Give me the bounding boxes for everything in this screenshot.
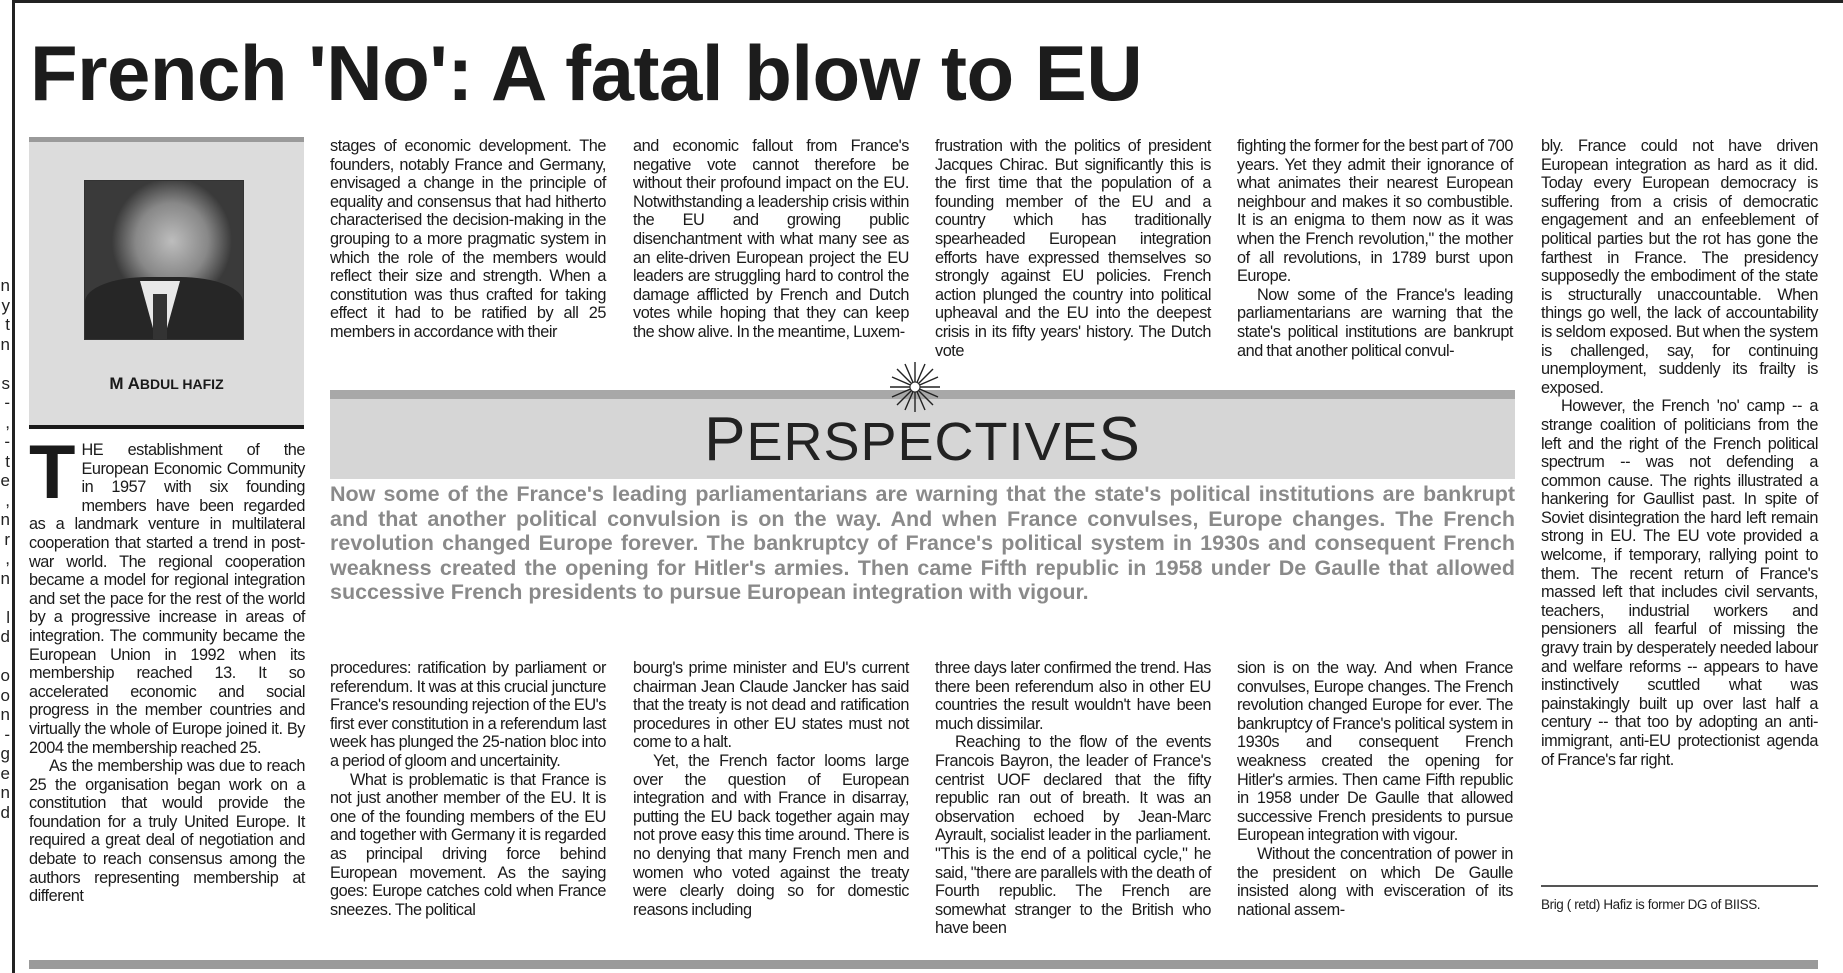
headline: French 'No': A fatal blow to EU	[30, 29, 1143, 117]
paragraph: Without the concentration of power in the president on which De Gaulle insisted along with evisceration of its national assem-	[1237, 844, 1513, 919]
starburst-icon	[890, 362, 940, 412]
margin-fragment: d	[0, 802, 10, 822]
paragraph: three days later confirmed the trend. Has there been referendum also in other EU countries the result wouldn't have been much dissimilar.	[935, 659, 1211, 733]
paragraph: As the membership was due to reach 25 the organisation began work on a constitution that would provide the foundation for a truly United Europe. It required a great deal of negotiation and debate to reach consensus among the authors representing membership at different	[29, 757, 305, 906]
author-box	[29, 137, 304, 429]
paragraph: Reaching to the flow of the events Francois Bayron, the leader of France's centrist UOF declared that the fifty republic ran out of breath. It was an observation echoed by Jean-Marc Ayrault, socialist leader in the parliament. "This is the end of a political cycle," he said, "there are parallels with the death of Fourth republic. The French are somewhat stranger to the British who have been	[935, 733, 1211, 938]
paragraph: sion is on the way. And when France convulses, Europe changes. The French revolution changed Europe for ever. The bankruptcy of France's political system in 1930s and consequent French weakness created the opening for Hitler's armies. Then came Fifth republic in 1958 under De Gaulle that allowed successive French presidents to pursue European integration with vigour.	[1237, 659, 1513, 845]
margin-fragment: ,	[5, 412, 10, 432]
paragraph: Yet, the French factor looms large over the question of European integration and with France in disarray, putting the EU back together again may not prove easy this time around. There is no denying that many French men and women who voted against the treaty were clearly doing so for domestic reasons including	[633, 751, 909, 919]
paragraph: stages of economic development. The founders, notably France and Germany, envisaged a change in the principle of equality and consensus that had hitherto characterised the decision-making in the grouping to a more pragmatic system in which the role of the members would reflect their size and strength. When a constitution was thus crafted for taking effect it had to be ratified by all 25 members in accordance with their	[330, 137, 606, 341]
column-5-top	[1237, 137, 1513, 360]
column-1	[29, 430, 305, 906]
top-rule	[14, 0, 1843, 3]
column-3-top	[633, 137, 909, 342]
author-photo	[84, 180, 244, 340]
margin-fragment: -	[4, 393, 10, 412]
margin-fragment: n	[0, 334, 10, 354]
margin-fragment: y	[1, 295, 10, 315]
margin-fragment: l	[6, 607, 10, 627]
margin-fragment: n	[0, 705, 10, 724]
author-note: Brig ( retd) Hafiz is former DG of BIISS.	[1541, 897, 1761, 912]
note-divider	[1541, 885, 1818, 887]
margin-fragment: d	[0, 627, 10, 646]
column-3-bottom	[633, 659, 909, 919]
margin-fragment	[0, 588, 10, 608]
column-2-top	[330, 137, 606, 342]
margin-fragment: n	[0, 276, 10, 295]
column-5-bottom	[1237, 659, 1513, 919]
margin-fragment: t	[5, 315, 10, 334]
margin-fragment: g	[0, 744, 10, 763]
paragraph: and economic fallout from France's negative vote cannot therefore be without their profound impact on the EU. Notwithstanding a leadership crisis within the EU and growing public disenchantment with what many see as an elite-driven European project the EU leaders are struggling hard to control the damage afflicted by French and Dutch votes while hoping that they can keep the show alive. In the meantime, Luxem-	[633, 137, 909, 341]
drop-cap: T	[29, 430, 76, 515]
paragraph: fighting the former for the best part of 700 years. Yet they admit their ignorance of what animates their nearest European neighbour and makes it so combustible. It is an enigma to them now as it was when the French revolution," the mother of all revolutions, in 1789 burst upon Europe.	[1237, 137, 1513, 286]
bottom-bar	[29, 960, 1818, 969]
margin-fragment	[0, 647, 10, 667]
margin-fragment: ,	[5, 549, 10, 568]
column-6	[1541, 137, 1818, 769]
column-divider	[12, 0, 15, 973]
paragraph: frustration with the politics of president Jacques Chirac. But significantly this is the first time that the population of a founding member of the EU and a country which has traditionally spearheaded European integration efforts have expressed themselves so strongly against EU policies. French action plunged the country into political upheaval and the EU into the deepest crisis in its fifty years' history. The Dutch vote	[935, 137, 1211, 360]
margin-fragment: n	[0, 568, 10, 588]
paragraph: Now some of the France's leading parliamentarians are warning that the state's political institutions are bankrupt and that another political convul-	[1237, 285, 1513, 360]
margin-fragment	[0, 354, 10, 374]
author-byline: M ABDUL HAFIZ	[109, 374, 224, 393]
margin-fragment: n	[0, 783, 10, 802]
column-2-bottom	[330, 659, 606, 919]
paragraph: What is problematic is that France is not just another member of the EU. It is one of the founding members of the EU and together with Germany it is regarded as principal driving force behind European movement. As the saying goes: Europe catches cold when France sneezes. The political	[330, 770, 606, 919]
margin-fragment: -	[4, 432, 10, 451]
margin-fragment: o	[0, 666, 10, 685]
column-4-bottom	[935, 659, 1211, 938]
column-4-top	[935, 137, 1211, 360]
paragraph: However, the French 'no' camp -- a strange coalition of politicians from the left and the right of the French political spectrum -- was not defending a common cause. The rights illustrated a hankering for Gaullist past. In spite of Soviet disintegration the hard left remain strong in EU. The EU vote provided a welcome, if temporary, rallying point to them. The recent return of France's massed left that includes civil servants, teachers, industrial workers and pensioners all fearful of missing the gravy train by desperately needed labour and welfare reforms -- appears to have instinctively scuttled what was painstakingly built up over last half a century -- that too by adopting an anti-immigrant, anti-EU protectionist agenda of France's far right.	[1541, 397, 1818, 769]
margin-fragment: -	[4, 724, 10, 744]
margin-fragment: n	[0, 510, 10, 529]
margin-fragment: ,	[5, 490, 10, 510]
section-title: PERSPECTIVES	[704, 405, 1141, 474]
margin-fragment: e	[0, 763, 10, 783]
margin-fragment: e	[0, 471, 10, 490]
margin-fragment: r	[4, 529, 10, 549]
adjacent-article-fragments	[0, 276, 10, 822]
margin-fragment: s	[1, 373, 10, 393]
margin-fragment: o	[0, 685, 10, 705]
paragraph: THE establishment of the European Economic Community in 1957 with six founding members have been regarded as a landmark venture in multilateral cooperation that started a trend in post-war world. The regional cooperation became a model for regional integration and set the pace for the rest of the world by a progressive increase in areas of integration. The community became the European Union in 1992 when its membership reached 13. It so accelerated economic and social progress in the member countries and virtually the whole of Europe joined it. By 2004 the membership reached 25.	[29, 430, 305, 757]
paragraph: bourg's prime minister and EU's current chairman Jean Claude Jancker has said that the treaty is not dead and ratification procedures in other EU states must not come to a halt.	[633, 659, 909, 752]
pull-quote: Now some of the France's leading parliamentarians are warning that the state's political institutions are bankrupt and that another political convulsion is on the way. And when France convulses, Europe changes. The French revolution changed Europe forever. The bankruptcy of France's political system in 1930s and consequent French weakness created the opening for Hitler's armies. Then came Fifth republic in 1958 under De Gaulle that allowed successive French presidents to pursue European integration with vigour.	[330, 482, 1515, 605]
margin-fragment: t	[5, 451, 10, 471]
paragraph: procedures: ratification by parliament or referendum. It was at this crucial juncture France's resounding rejection of the EU's first ever constitution in a referendum last week has plunged the 25-nation bloc into a period of gloom and uncertainity.	[330, 659, 606, 770]
paragraph: bly. France could not have driven European integration as hard as it did. Today every European democracy is suffering from a crisis of democratic engagement and an enfeeblement of political parties but the rot has gone the farthest in France. The presidency supposedly the embodiment of the state is structurally unaccountable. When things go well, the lack of accountability is seldom exposed. But when the system is challenged, say, for continuing unemployment, suddenly its frailty is exposed.	[1541, 137, 1818, 397]
